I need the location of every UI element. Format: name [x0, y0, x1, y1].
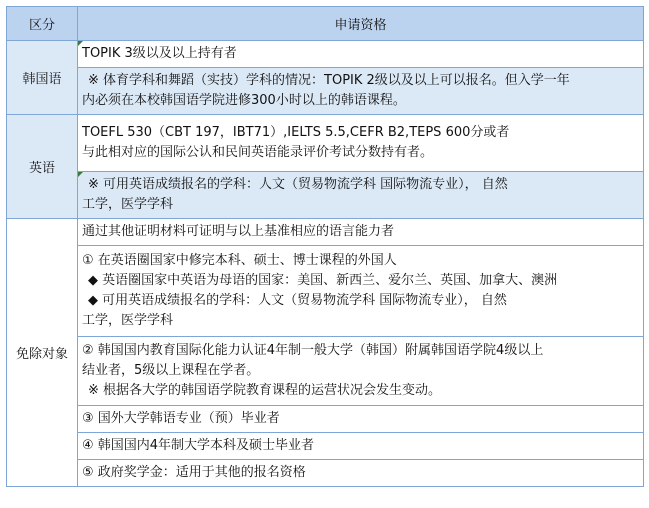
- exempt-item-language-institute: [78, 337, 644, 406]
- category-english: 英语: [7, 115, 78, 219]
- exempt-line: ② 韩国国内教育国际化能力认证4年制一般大学（韩国）附属韩国语学院4级以上: [82, 343, 544, 358]
- eligibility-table: [6, 6, 644, 487]
- korean-note-line: ※ 体育学科和舞蹈（实技）学科的情况：TOPIK 2级以及以上可以报名。但入学一年: [88, 73, 570, 88]
- category-korean: 韩国语: [7, 41, 78, 115]
- table-header-row: [7, 7, 644, 41]
- table-row: [7, 115, 644, 172]
- exempt-line: ※ 根据各大学的韩国语学院教育课程的运营状况会发生变动。: [88, 383, 442, 398]
- english-note-line: ※ 可用英语成绩报名的学科：人文（贸易物流学科 国际物流专业）， 自然: [88, 177, 508, 192]
- eligibility-table-wrapper: [6, 6, 644, 487]
- category-exempt: 免除对象: [7, 219, 78, 487]
- table-row: [7, 337, 644, 406]
- exempt-line: ① 在英语圈国家中修完本科、硕士、博士课程的外国人: [82, 253, 397, 268]
- english-scores-line: 与此相对应的国际公认和民间英语能录评价考试分数持有者。: [82, 145, 434, 160]
- table-row: [7, 246, 644, 337]
- table-row: [7, 172, 644, 219]
- exempt-item-korean-major: ③ 国外大学韩语专业（预）毕业者: [78, 406, 644, 433]
- english-requirement-scores: [78, 115, 644, 172]
- exempt-line: 工学，医学学科: [82, 313, 174, 328]
- korean-note: [78, 68, 644, 115]
- exempt-line: 结业者，5级以上课程在学者。: [82, 363, 260, 378]
- exempt-line: ◆ 英语圈国家中英语为母语的国家：美国、新西兰、爱尔兰、英国、加拿大、澳洲: [88, 273, 558, 288]
- exempt-item-other-proof: 通过其他证明材料可证明与以上基准相应的语言能力者: [78, 219, 644, 246]
- english-note-line: 工学，医学学科: [82, 197, 174, 212]
- korean-note-line: 内必须在本校韩国语学院进修300小时以上的韩语课程。: [82, 93, 406, 108]
- table-row: [7, 460, 644, 487]
- english-scores-line: TOEFL 530（CBT 197，IBT71）,IELTS 5.5,CEFR B2,TEPS 600分或者: [82, 125, 510, 140]
- header-category: 区分: [7, 7, 78, 41]
- table-row: [7, 41, 644, 68]
- exempt-item-english-countries: [78, 246, 644, 337]
- exempt-line: ◆ 可用英语成绩报名的学科：人文（贸易物流学科 国际物流专业）， 自然: [88, 293, 507, 308]
- exempt-item-scholarship: ⑤ 政府奖学金：适用于其他的报名资格: [78, 460, 644, 487]
- table-row: [7, 406, 644, 433]
- table-row: [7, 219, 644, 246]
- table-row: [7, 68, 644, 115]
- table-row: [7, 433, 644, 460]
- english-note: [78, 172, 644, 219]
- exempt-item-korean-graduate: ④ 韩国国内4年制大学本科及硕士毕业者: [78, 433, 644, 460]
- header-requirements: 申请资格: [78, 7, 644, 41]
- korean-requirement-topik: TOPIK 3级以及以上持有者: [78, 41, 644, 68]
